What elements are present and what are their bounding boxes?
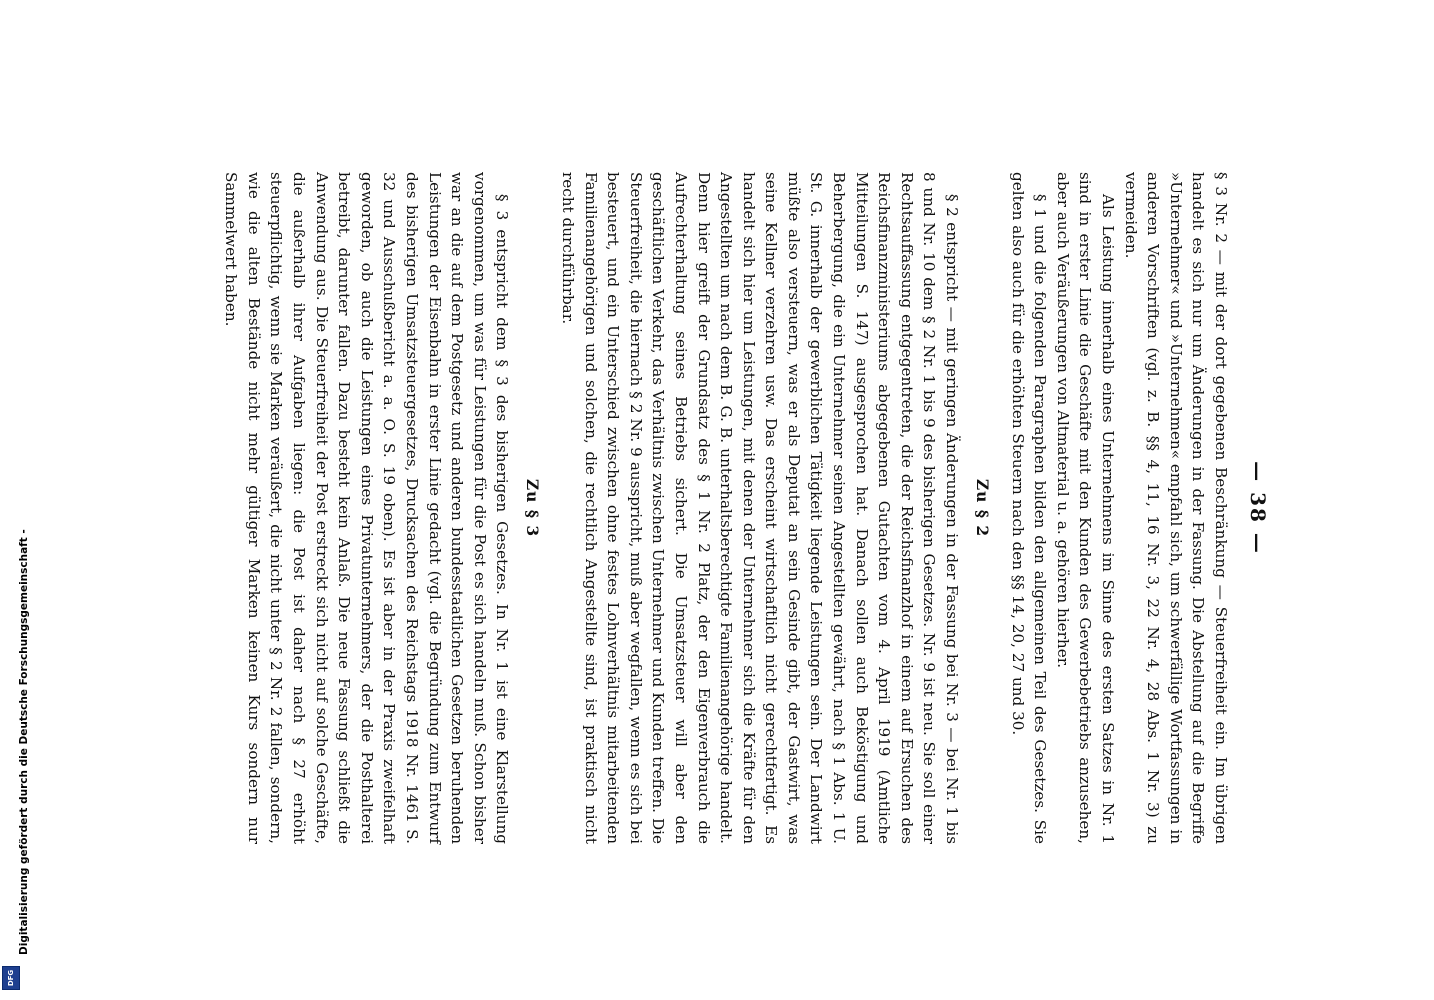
digitization-credit bbox=[0, 0, 30, 1000]
scanned-page bbox=[130, 150, 1290, 870]
heading-zu-paragraph-2: Zu § 2 bbox=[973, 478, 993, 538]
paragraph-section-3: § 3 entspricht dem § 3 des bisherigen Gesetzes. In Nr. 1 ist eine Klarstellung vorgenommen, um was für Leistungen für die Post es sich handeln muß. Schon bisher war an die auf dem Postgesetz und anderen bundesstaatlichen Gesetzen beruhenden Leistungen der Eisenbahn in erster Linie gedacht (vgl. die Begründung zum Entwurf des bisherigen Umsatzsteuergesetzes, Drucksachen des Reichstags 1918 Nr. 1461 S. 32 und Ausschußbericht a. a. O. S. 19 oben). Es ist aber in der Praxis zweifelhaft geworden, ob auch die Leistungen eines Privatunternehmers, der die Posthalterei betreibt, darunter fallen. Dazu besteht kein Anlaß. Die neue Fassung schließt die Anwendung aus. Die Steuerfreiheit der Post erstreckt sich nicht auf solche Geschäfte, die außerhalb ihrer Aufgaben liegen: die Post ist daher nach § 27 erhöht steuerpflichtig, wenn sie Marken veräußert, die nicht unter § 2 Nr. 2 fallen, sondern, wie die alten Bestände nicht mehr gültiger Marken keinen Kurs sondern nur Sammelwert haben. bbox=[222, 172, 512, 844]
paragraph-intro: § 3 Nr. 2 — mit der dort gegebenen Beschränkung — Steuerfreiheit ein. Im übrigen handelt es sich nur um Änderungen in der Fassung. Die Abstellung auf die Begriffe »Unternehmer« und »Unternehmen« empfahl sich, um schwerfällige Wortfassungen in anderen Vorschriften (vgl. z. B. §§ 4, 11, 16 Nr. 3, 22 Nr. 4, 28 Abs. 1 Nr. 3) zu vermeiden. bbox=[1121, 172, 1230, 844]
heading-zu-paragraph-3: Zu § 3 bbox=[523, 478, 543, 538]
dfg-logo-text: DFG bbox=[7, 969, 15, 987]
paragraph-section-2: § 2 entspricht — mit geringen Änderungen in der Fassung bei Nr. 3 — bei Nr. 1 bis 8 und Nr. 10 dem § 2 Nr. 1 bis 9 des bisherigen Gesetzes. Nr. 9 ist neu. Sie soll einer Rechtsauffassung entgegentreten, die der Reichsfinanzhof in einem auf Ersuchen des Reichsfinanzministeriums abgegebenen Gutachten vom 4. April 1919 (Amtliche Mitteilungen S. 147) ausgesprochen hat. Danach sollen auch Beköstigung und Beherbergung, die ein Unternehmer seinen Angestellten gewährt, nach § 1 Abs. 1 U. St. G. innerhalb der gewerblichen Tätigkeit liegende Leistungen sein. Der Landwirt müßte also versteuern, was er als Deputat an sein Gesinde gibt, der Gastwirt, was seine Kellner verzehren usw. Das erscheint wirtschaftlich nicht gerechtfertigt. Es handelt sich hier um Leistungen, mit denen der Unternehmer sich die Kräfte für den Angestellten um nach dem B. G. B. unterhaltsberechtigte Familienangehörige handelt. Denn hier greift der Grundsatz des § 1 Nr. 2 Platz, der den Eigenverbrauch die Aufrechterhaltung seines Betriebs sichert. Die Umsatzsteuer will aber den geschäftlichen Verkehr, das Verhältnis zwischen Unternehmer und Kunden treffen. Die Steuerfreiheit, die hiernach § 2 Nr. 9 ausspricht, muß aber wegfallen, wenn es sich bei besteuert, und ein Unterschied zwischen ohne festes Lohnverhältnis mitarbeitenden Familienangehörigen und solchen, die rechtlich Angestellte sind, ist praktisch nicht recht durchführbar. bbox=[558, 172, 962, 844]
paragraph-allgemeiner-teil: § 1 und die folgenden Paragraphen bilden den allgemeinen Teil des Gesetzes. Sie gelten also auch für die erhöhten Steuern nach den §§ 14, 20, 27 und 30. bbox=[1008, 172, 1050, 844]
paragraph-leistung: Als Leistung innerhalb eines Unternehmens im Sinne des ersten Satzes in Nr. 1 sind in erster Linie die Geschäfte mit den Kunden des Gewerbebetriebs anzusehen, aber auch Veräußerungen von Altmaterial u. a. gehören hierher. bbox=[1053, 172, 1118, 844]
page-number: — 38 — bbox=[1246, 461, 1270, 555]
credit-text: Digitalisierung gefördert durch die Deutsche Forschungsgemeinschaft - bbox=[18, 529, 30, 955]
page-content bbox=[130, 150, 1290, 870]
dfg-logo-icon bbox=[2, 966, 20, 990]
